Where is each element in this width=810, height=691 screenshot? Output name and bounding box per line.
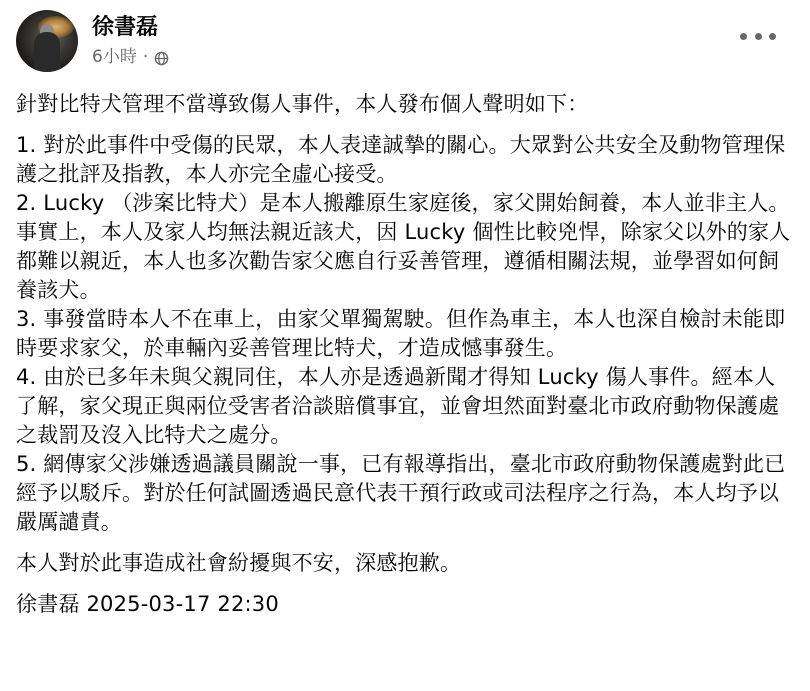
- avatar-figure: [34, 32, 60, 72]
- statement-closing: 本人對於此事造成社會紛擾與不安，深感抱歉。: [16, 551, 462, 575]
- post-body: [16, 90, 796, 631]
- globe-icon[interactable]: [154, 50, 169, 65]
- post-subline: [92, 46, 169, 68]
- more-dot: [755, 33, 762, 40]
- statement-items: [16, 131, 796, 537]
- statement-signature: 徐書磊 2025-03-17 22:30: [16, 592, 279, 616]
- post-time[interactable]: 6小時: [92, 47, 137, 67]
- statement-item: 5. 網傳家父涉嫌透過議員關說一事，已有報導指出，臺北市政府動物保護處對此已經予以駁斥。對於任何試圖透過民意代表干預行政或司法程序之行為，本人均予以嚴厲譴責。: [16, 452, 786, 534]
- statement-intro: 針對比特犬管理不當導致傷人事件，本人發布個人聲明如下：: [16, 92, 589, 116]
- post-meta: [92, 14, 169, 68]
- statement-item: 2. Lucky （涉案比特犬）是本人搬離原生家庭後，家父開始飼養，本人並非主人。事實上，本人及家人均無法親近該犬，因 Lucky 個性比較兇悍，除家父以外的家人都難以親近，本人也多次勸告家父應自行妥善管理，遵循相關法規，並學習如何飼養該犬。: [16, 191, 791, 302]
- meta-separator: ·: [142, 47, 149, 67]
- more-dot: [740, 33, 747, 40]
- more-horizontal-icon[interactable]: [740, 28, 776, 44]
- more-dot: [769, 33, 776, 40]
- statement-item: 1. 對於此事件中受傷的民眾，本人表達誠摯的關心。大眾對公共安全及動物管理保護之批評及指教，本人亦完全虛心接受。: [16, 133, 786, 186]
- author-name[interactable]: 徐書磊: [92, 15, 159, 40]
- statement-item: 4. 由於已多年未與父親同住，本人亦是透過新聞才得知 Lucky 傷人事件。經本人了解，家父現正與兩位受害者洽談賠償事宜，並會坦然面對臺北市政府動物保護處之裁罰及沒入比特犬之處分。: [16, 365, 780, 447]
- avatar[interactable]: [16, 10, 78, 72]
- statement-item: 3. 事發當時本人不在車上，由家父單獨駕駛。但作為車主，本人也深自檢討未能即時要求家父，於車輛內妥善管理比特犬，才造成憾事發生。: [16, 307, 786, 360]
- post-header: [16, 6, 169, 76]
